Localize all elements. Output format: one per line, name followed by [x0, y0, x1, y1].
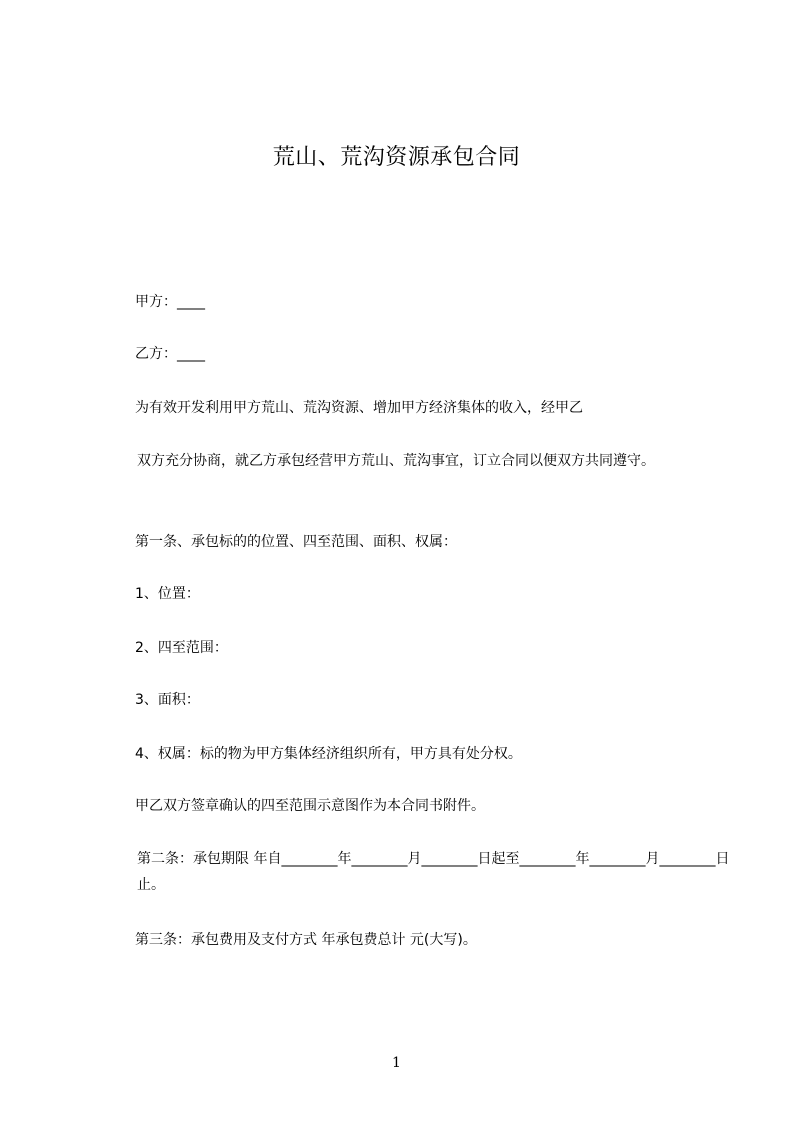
attachment-note: 甲乙双方签章确认的四至范围示意图作为本合同书附件。 — [135, 798, 485, 814]
article-1-heading: 第一条、承包标的的位置、四至范围、面积、权属： — [135, 534, 457, 550]
party-b-line: 乙方：____ — [135, 346, 205, 362]
article-1-item-ownership: 4、权属：标的物为甲方集体经济组织所有，甲方具有处分权。 — [135, 746, 522, 762]
article-2-term: 第二条：承包期限 年自________年________月________日起至________年________月________日止。 — [137, 851, 730, 893]
article-1-item-boundaries: 2、四至范围： — [135, 640, 228, 656]
article-1-item-location: 1、位置： — [135, 586, 200, 602]
article-1-item-area: 3、面积： — [135, 692, 200, 708]
intro-paragraph-line-2: 双方充分协商，就乙方承包经营甲方荒山、荒沟事宜，订立合同以便双方共同遵守。 — [137, 453, 655, 469]
article-3-fees: 第三条：承包费用及支付方式 年承包费总计 元(大写)。 — [135, 932, 477, 948]
party-a-line: 甲方：____ — [135, 294, 205, 310]
intro-paragraph-line-1: 为有效开发利用甲方荒山、荒沟资源、增加甲方经济集体的收入，经甲乙 — [135, 400, 583, 416]
page-number: 1 — [392, 1055, 401, 1071]
document-title: 荒山、荒沟资源承包合同 — [272, 145, 521, 170]
